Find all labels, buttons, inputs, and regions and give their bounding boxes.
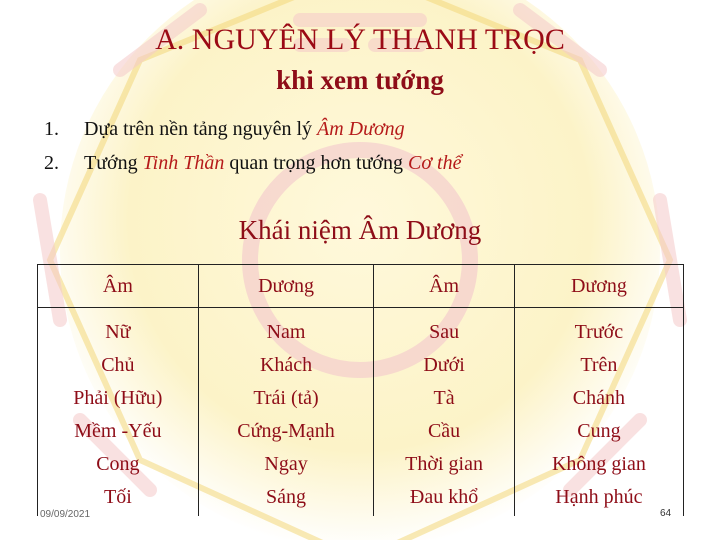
table-cell-text: Dưới xyxy=(423,354,465,376)
list-item xyxy=(44,146,461,180)
table-cell-text: Mềm -Yếu xyxy=(74,420,162,442)
table-cell-text: Phải (Hữu) xyxy=(73,387,163,409)
table-cell-text: Đau khổ xyxy=(409,486,479,508)
table-cell-text: Thời gian xyxy=(405,453,483,475)
table-header-cell: Dương xyxy=(514,265,683,308)
table-cell-text: Hạnh phúc xyxy=(555,486,643,508)
table-cell-text: Trái (tả) xyxy=(253,387,319,409)
slide-title: A. NGUYÊN LÝ THANH TRỌC xyxy=(155,23,565,56)
list-highlight: Âm Dương xyxy=(317,118,405,140)
footer-date: 09/09/2021 xyxy=(40,509,91,520)
table-header-row xyxy=(38,265,684,308)
table-cell-text: Sau xyxy=(429,321,460,343)
table-cell-text: Khách xyxy=(259,354,313,376)
table-header-cell: Âm xyxy=(38,265,199,308)
table-cell-text: Nam xyxy=(266,321,306,343)
table-column-cell xyxy=(198,308,374,517)
table-cell-text: Ngay xyxy=(264,453,308,475)
table-cell-text: Trên xyxy=(580,354,618,376)
table-column-cell xyxy=(38,308,199,517)
table-cell-text: Cầu xyxy=(427,420,461,442)
table-header-cell: Dương xyxy=(198,265,374,308)
section-title: Khái niệm Âm Dương xyxy=(238,215,482,245)
table-cell-text: Tà xyxy=(433,387,455,409)
table-header-cell: Âm xyxy=(374,265,514,308)
table-cell-text: Cong xyxy=(96,453,140,475)
table-cell-text: Chủ xyxy=(101,354,135,376)
list-number: 1. xyxy=(44,118,59,140)
table-cell-text: Chánh xyxy=(572,387,626,409)
table-cell-text: Không gian xyxy=(551,453,646,475)
table-column-cell xyxy=(374,308,514,517)
list-highlight: Tinh Thần xyxy=(142,152,225,174)
list-item xyxy=(44,112,461,146)
table-cell-text: Cung xyxy=(577,420,621,442)
list-number: 2. xyxy=(44,152,59,174)
table-cell-text: Tối xyxy=(103,486,132,508)
table-cell-text: Sáng xyxy=(266,486,307,508)
principle-list xyxy=(44,112,461,180)
list-highlight: Cơ thể xyxy=(408,152,462,174)
list-text: quan trọng hơn tướng xyxy=(224,152,408,174)
page-number: 64 xyxy=(660,508,672,519)
table-cell-text: Trước xyxy=(574,321,624,343)
table-row xyxy=(38,308,684,517)
list-text: Dựa trên nền tảng nguyên lý xyxy=(84,118,317,140)
slide-subtitle: khi xem tướng xyxy=(276,65,444,95)
table-cell-text: Cứng-Mạnh xyxy=(237,420,335,442)
am-duong-table xyxy=(37,264,684,516)
list-text: Tướng xyxy=(84,152,143,174)
table-cell-text: Nữ xyxy=(105,321,131,343)
table-column-cell xyxy=(514,308,683,517)
